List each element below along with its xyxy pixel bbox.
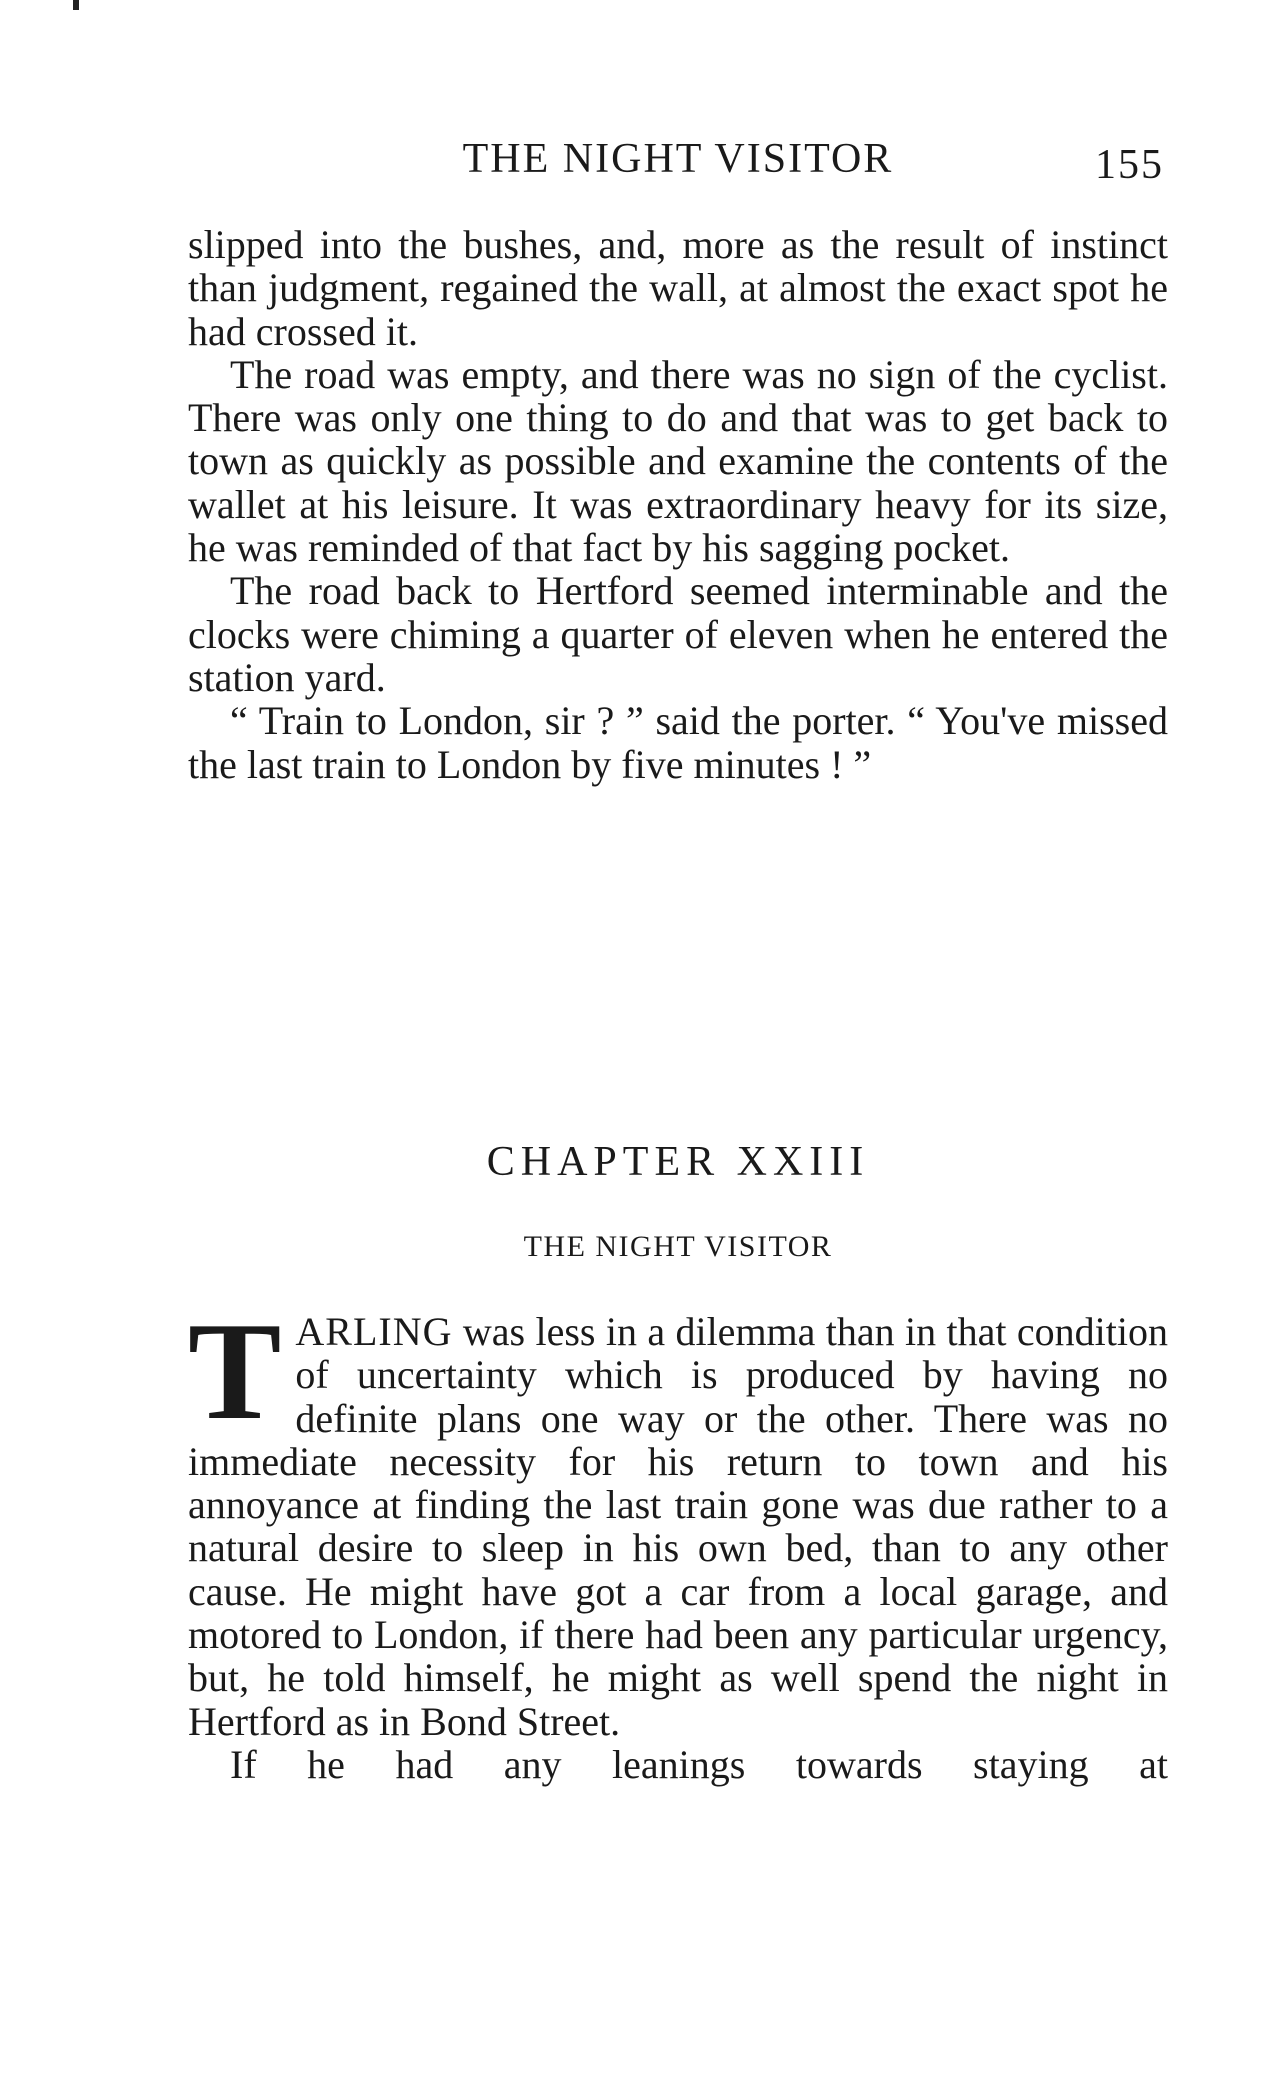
drop-cap: T xyxy=(188,1294,282,1449)
running-header xyxy=(188,135,1168,188)
paragraph: slipped into the bushes, and, more as the result of instinct than judgment, regained the wall, at almost the exact spot he had crossed it. xyxy=(188,222,1168,354)
paragraph: The road was empty, and there was no sign of the cyclist. There was only one thing to do and that was to get back to town as quickly as possible and examine the contents of the wallet at his leisure. It was extraordinary heavy for its size, he was reminded of that fact by his sagging pocket. xyxy=(188,351,1168,571)
first-paragraph-text: was less in a dilemma than in that condition of uncertainty which is produced by having no definite plans one way or the other. There was no immediate necessity for his return to town and his annoyance at finding the last train gone was due rather to a natural desire to sleep in his own bed, than to any other cause. He might have got a car from a local garage, and motored to London, if there had been any particular urgency, but, he told himself, he might as well spend the night in Hertford as in Bond Street. xyxy=(188,1309,1168,1744)
margin-mark xyxy=(73,0,79,10)
chapter-text xyxy=(188,1294,1168,1787)
first-word: ARLING xyxy=(295,1309,453,1354)
running-title: THE NIGHT VISITOR xyxy=(462,136,894,182)
page-number: 155 xyxy=(1095,142,1164,188)
chapter-heading: CHAPTER XXIII xyxy=(486,1139,870,1185)
chapter-title: THE NIGHT VISITOR xyxy=(523,1230,833,1263)
paragraph: “ Train to London, sir ? ” said the porter. “ You've missed the last train to London by five minutes ! ” xyxy=(188,698,1168,787)
paragraph: The road back to Hertford seemed interminable and the clocks were chiming a quarter of eleven when he entered the station yard. xyxy=(188,568,1168,700)
continued-text xyxy=(188,223,1168,786)
chapter-second-paragraph: If he had any leanings towards staying at xyxy=(230,1741,1168,1787)
chapter-first-paragraph xyxy=(188,1294,1168,1744)
